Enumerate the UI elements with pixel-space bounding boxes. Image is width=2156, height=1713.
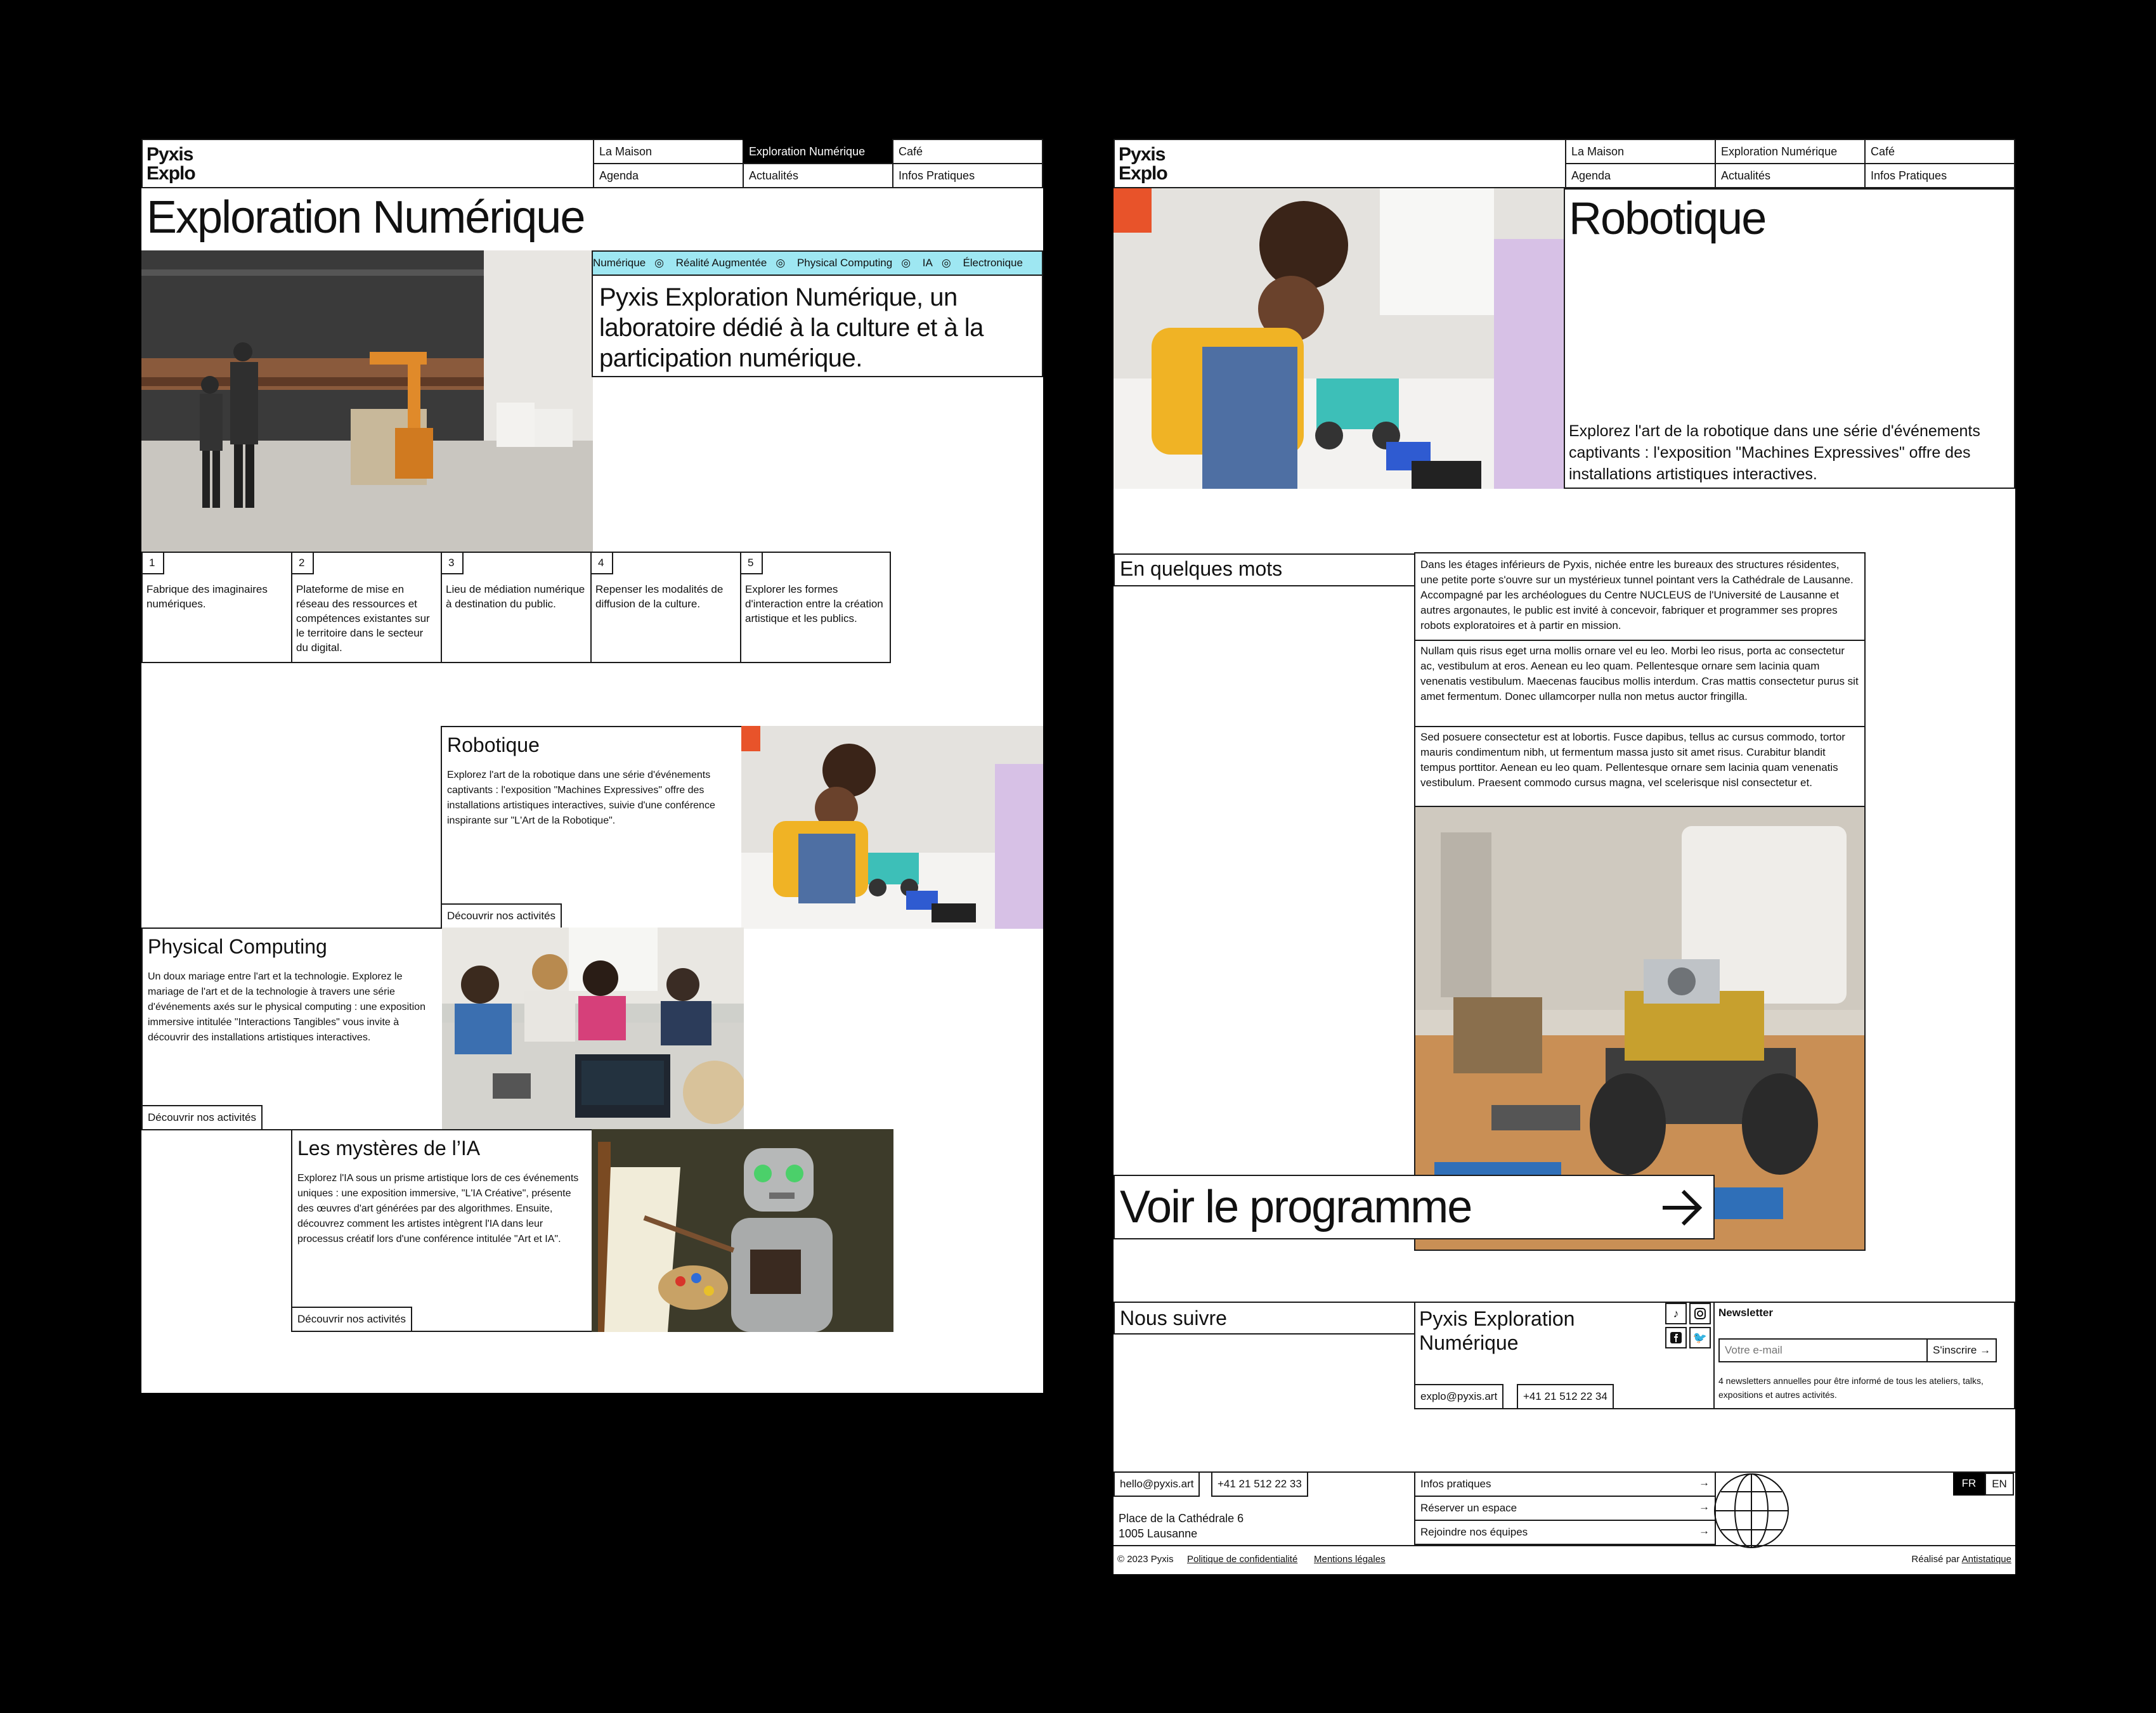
discover-activities-button[interactable]: Découvrir nos activités <box>141 1105 263 1130</box>
logo[interactable]: Pyxis Explo <box>1119 144 1167 184</box>
mission-item: 2 Plateforme de mise en réseau des ressources et compétences existantes sur le territoire dans le secteur du digital. <box>291 552 442 663</box>
robotique-intro-block <box>1564 188 2015 489</box>
globe-icon <box>1712 1471 1791 1550</box>
eye-icon: ◎ <box>941 257 951 269</box>
cta-label: Voir le programme <box>1120 1182 1472 1232</box>
intro-text: Explorez l'art de la robotique dans une série d'événements captivants : l'exposition "Machines Expressives" offre des installations artistiques interactives. <box>1569 422 1980 483</box>
nav-la-maison[interactable]: La Maison <box>1565 139 1716 164</box>
email-link[interactable]: explo@pyxis.art <box>1414 1384 1503 1409</box>
card-text: Un doux mariage entre l'art et la technologie. Explorez le mariage de l'art et de la technologie à travers une série d'événements axés sur le physical computing : une exposition immersive intitulée "Interactions Tangibles" vous invite à découvrir des installations artistiques interactives. <box>148 971 425 1043</box>
nav-exploration-numerique[interactable]: Exploration Numérique <box>743 139 893 164</box>
twitter-icon[interactable]: 🐦 <box>1689 1327 1711 1348</box>
mission-item: 1 Fabrique des imaginaires numériques. <box>141 552 292 663</box>
card-ia <box>291 1129 593 1332</box>
nav-actualites[interactable]: Actualités <box>743 163 893 188</box>
description-paragraph: Sed posuere consectetur est at lobortis. Fusce dapibus, tellus ac cursus commodo, tortor mauris condimentum nibh, ut fermentum massa justo sit amet risus. Curabitur blandit tempus porttitor. Aenean eu leo quam. Pellentesque ornare sem lacinia quam venenatis vestibulum. Praesent commodo cursus magna, vel scelerisque nisl consectetur et. <box>1415 726 1864 807</box>
newsletter-note: 4 newsletters annuelles pour être informé de tous les ateliers, talks, expositions et autres activités. <box>1718 1376 1984 1400</box>
card-title: Robotique <box>447 734 540 756</box>
nav-infos-pratiques[interactable]: Infos Pratiques <box>1864 163 2015 188</box>
arrow-right-icon <box>1660 1187 1705 1228</box>
ticker-item: Physical Computing <box>796 257 893 269</box>
page-robotique <box>1114 139 2015 1574</box>
discover-activities-button[interactable]: Découvrir nos activités <box>291 1307 412 1332</box>
eye-icon: ◎ <box>654 257 664 269</box>
card-robotique <box>441 726 743 929</box>
footer-address: Place de la Cathédrale 6 1005 Lausanne <box>1119 1512 1244 1540</box>
eye-icon: ◎ <box>901 257 911 269</box>
main-nav <box>1565 139 2015 188</box>
newsletter-email-input[interactable] <box>1718 1338 1928 1362</box>
eye-icon: ◎ <box>776 257 786 269</box>
arrow-right-icon: → <box>1699 1477 1710 1489</box>
page-exploration-numerique <box>141 139 1043 1393</box>
hero-photo-girl-robot <box>1114 188 1565 489</box>
nav-infos-pratiques[interactable]: Infos Pratiques <box>892 163 1043 188</box>
photo-kids-electronics <box>442 928 744 1130</box>
page-title: Robotique <box>1569 193 1766 244</box>
footer-link-reserver[interactable]: Réserver un espace → <box>1414 1496 1716 1521</box>
credit-link[interactable]: Antistatique <box>1961 1554 2011 1565</box>
nav-la-maison[interactable]: La Maison <box>593 139 744 164</box>
lead-text: Pyxis Exploration Numérique, un laboratoire dédié à la culture et à la participation numérique. <box>599 283 984 372</box>
card-text: Explorez l'art de la robotique dans une série d'événements captivants : l'exposition "Machines Expressives" offre des installations artistiques interactives, suivie d'une conférence inspirante sur "L'Art de la Robotique". <box>447 770 715 826</box>
footer-link-infos[interactable]: Infos pratiques → <box>1414 1471 1716 1497</box>
instagram-icon[interactable] <box>1689 1303 1711 1324</box>
topics-ticker <box>592 250 1043 276</box>
photo-robot-painter <box>592 1129 893 1332</box>
lead-block <box>592 275 1043 377</box>
facebook-icon[interactable] <box>1665 1327 1687 1348</box>
credit: Réalisé par Antistatique <box>1911 1554 2011 1565</box>
header-logo-cell <box>1114 139 1565 188</box>
arrow-right-icon: → <box>1699 1525 1710 1537</box>
footer-phone-link[interactable]: +41 21 512 22 33 <box>1211 1471 1308 1497</box>
card-physical-computing <box>141 928 443 1130</box>
nav-exploration-numerique[interactable]: Exploration Numérique <box>1715 139 1866 164</box>
tiktok-icon[interactable]: ♪ <box>1665 1303 1687 1324</box>
ticker-item: Électronique <box>963 257 1023 269</box>
privacy-link[interactable]: Politique de confidentialité <box>1187 1554 1298 1565</box>
header-logo-cell <box>141 139 593 188</box>
phone-link[interactable]: +41 21 512 22 34 <box>1517 1384 1614 1409</box>
nav-agenda[interactable]: Agenda <box>1565 163 1716 188</box>
nav-actualites[interactable]: Actualités <box>1715 163 1866 188</box>
discover-activities-button[interactable]: Découvrir nos activités <box>441 903 562 929</box>
card-title: Physical Computing <box>148 935 327 958</box>
card-text: Explorez l'IA sous un prisme artistique lors de ces événements uniques : une exposition immersive, "L'IA Créative", présente des œuvres d'art générées par des algorithmes. Ensuite, découvrez comment les artistes intègrent l'IA dans leur processus créatif lors d'une conférence intitulée "Art et IA". <box>297 1173 579 1244</box>
photo-girl-robot <box>741 726 1043 929</box>
legal-link[interactable]: Mentions légales <box>1314 1554 1386 1565</box>
logo[interactable]: Pyxis Explo <box>146 144 195 184</box>
mission-item: 5 Explorer les formes d'interaction entre la création artistique et les publics. <box>740 552 891 663</box>
divider <box>1114 1545 2015 1546</box>
mission-item: 3 Lieu de médiation numérique à destination du public. <box>441 552 592 663</box>
footer-email-link[interactable]: hello@pyxis.art <box>1114 1471 1200 1497</box>
nav-agenda[interactable]: Agenda <box>593 163 744 188</box>
description-column <box>1414 552 1866 1251</box>
ticker-item: IA <box>922 257 933 269</box>
description-paragraph: Nullam quis risus eget urna mollis ornare vel eu leo. Morbi leo risus, porta ac consectetur ac, vestibulum at eros. Aenean eu leo quam. Pellentesque ornare sem lacinia quam venenatis vestibulum. Maecenas faucibus mollis interdum. Cras mattis consectetur purus sit amet fermentum. Donec ullamcorper nulla non metus auctor fringilla. <box>1415 640 1864 727</box>
ticker-item: Réalité Augmentée <box>675 257 767 269</box>
section-label: En quelques mots <box>1114 553 1415 586</box>
footer-link-rejoindre[interactable]: Rejoindre nos équipes → <box>1414 1520 1716 1545</box>
card-title: Les mystères de l’IA <box>297 1137 481 1160</box>
view-program-link[interactable] <box>1114 1175 1715 1239</box>
page-title: Exploration Numérique <box>146 192 585 243</box>
arrow-right-icon: → <box>1699 1501 1710 1513</box>
arrow-right-icon: → <box>1980 1344 1991 1356</box>
ticker-item: Numérique <box>593 257 646 269</box>
copyright: © 2023 Pyxis <box>1117 1554 1174 1565</box>
lang-en[interactable]: EN <box>1985 1473 2014 1496</box>
mission-item: 4 Repenser les modalités de diffusion de la culture. <box>590 552 741 663</box>
nav-cafe[interactable]: Café <box>892 139 1043 164</box>
newsletter-title: Newsletter <box>1718 1307 1773 1319</box>
main-nav <box>593 139 1043 188</box>
newsletter-block <box>1713 1302 2015 1409</box>
hero-photo-robot-arm <box>141 250 593 552</box>
nav-cafe[interactable]: Café <box>1864 139 2015 164</box>
subscribe-button[interactable]: S'inscrire → <box>1926 1338 1997 1362</box>
follow-label: Nous suivre <box>1114 1302 1415 1335</box>
description-paragraph: Dans les étages inférieurs de Pyxis, nichée entre les bureaux des structures résidentes, une petite porte s'ouvre sur un mystérieux tunnel pointant vers la Cathédrale de Lausanne. Accompagné par les archéologues du Centre NUCLEUS de l'Université de Lausanne et autres argonautes, le public est invité à concevoir, fabriquer et programmer ses propres robots exploratoires et à partir en mission. <box>1415 553 1864 641</box>
lang-fr[interactable]: FR <box>1953 1473 1985 1496</box>
org-name: Pyxis Exploration Numérique <box>1419 1307 1575 1354</box>
